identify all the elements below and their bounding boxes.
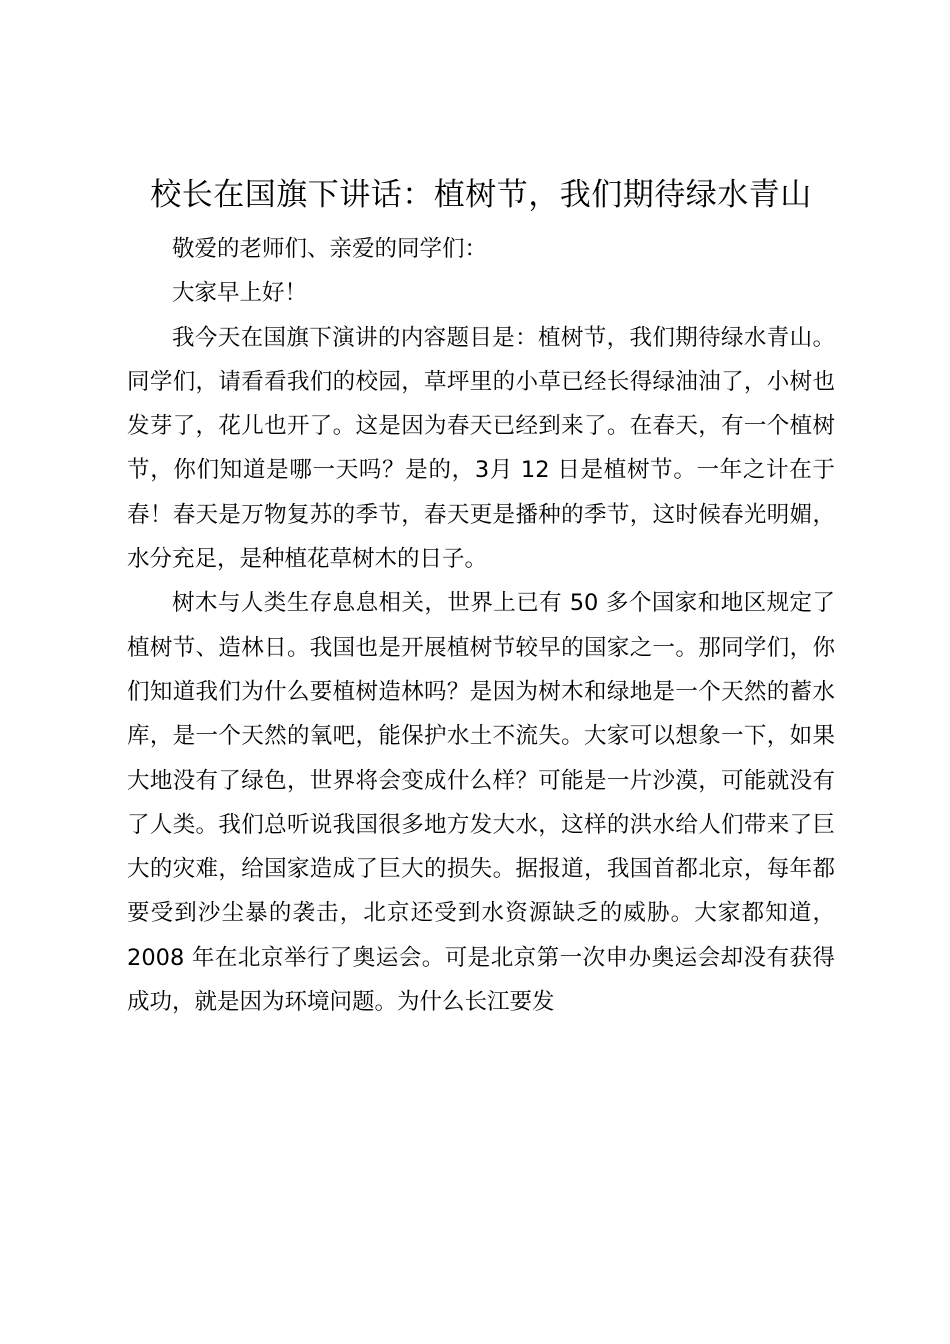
body-paragraph-trees-and-humans: 树木与人类生存息息相关，世界上已有 50 多个国家和地区规定了植树节、造林日。我国也是开展植树节较早的国家之一。那同学们，你们知道我们为什么要植树造林吗？是因为树木和绿地是一个天然的蓄水库，是一个天然的氧吧，能保护水土不流失。大家可以想象一下，如果大地没有了绿色，世界将会变成什么样？可能是一片沙漠，可能就没有了人类。我们总听说我国很多地方发大水，这样的洪水给人们带来了巨大的灾难，给国家造成了巨大的损失。据报道，我国首都北京，每年都要受到沙尘暴的袭击，北京还受到水资源缺乏的威胁。大家都知道，2008 年在北京举行了奥运会。可是北京第一次申办奥运会却没有获得成功，就是因为环境问题。为什么长江要发 — [127, 590, 835, 1016]
salutation-paragraph: 敬爱的老师们、亲爱的同学们： — [172, 236, 488, 262]
document-page — [127, 168, 835, 1024]
body-paragraph-arbor-day: 我今天在国旗下演讲的内容题目是：植树节，我们期待绿水青山。同学们，请看看我们的校园，草坪里的小草已经长得绿油油了，小树也发芽了，花儿也开了。这是因为春天已经到来了。在春天，有一个植树节，你们知道是哪一天吗？是的，3月 12 日是植树节。一年之计在于春！春天是万物复苏的季节，春天更是播种的季节，这时候春光明媚，水分充足，是种植花草树木的日子。 — [127, 324, 835, 573]
greeting-paragraph: 大家早上好！ — [172, 280, 308, 307]
document-title: 校长在国旗下讲话：植树节，我们期待绿水青山 — [150, 177, 812, 213]
